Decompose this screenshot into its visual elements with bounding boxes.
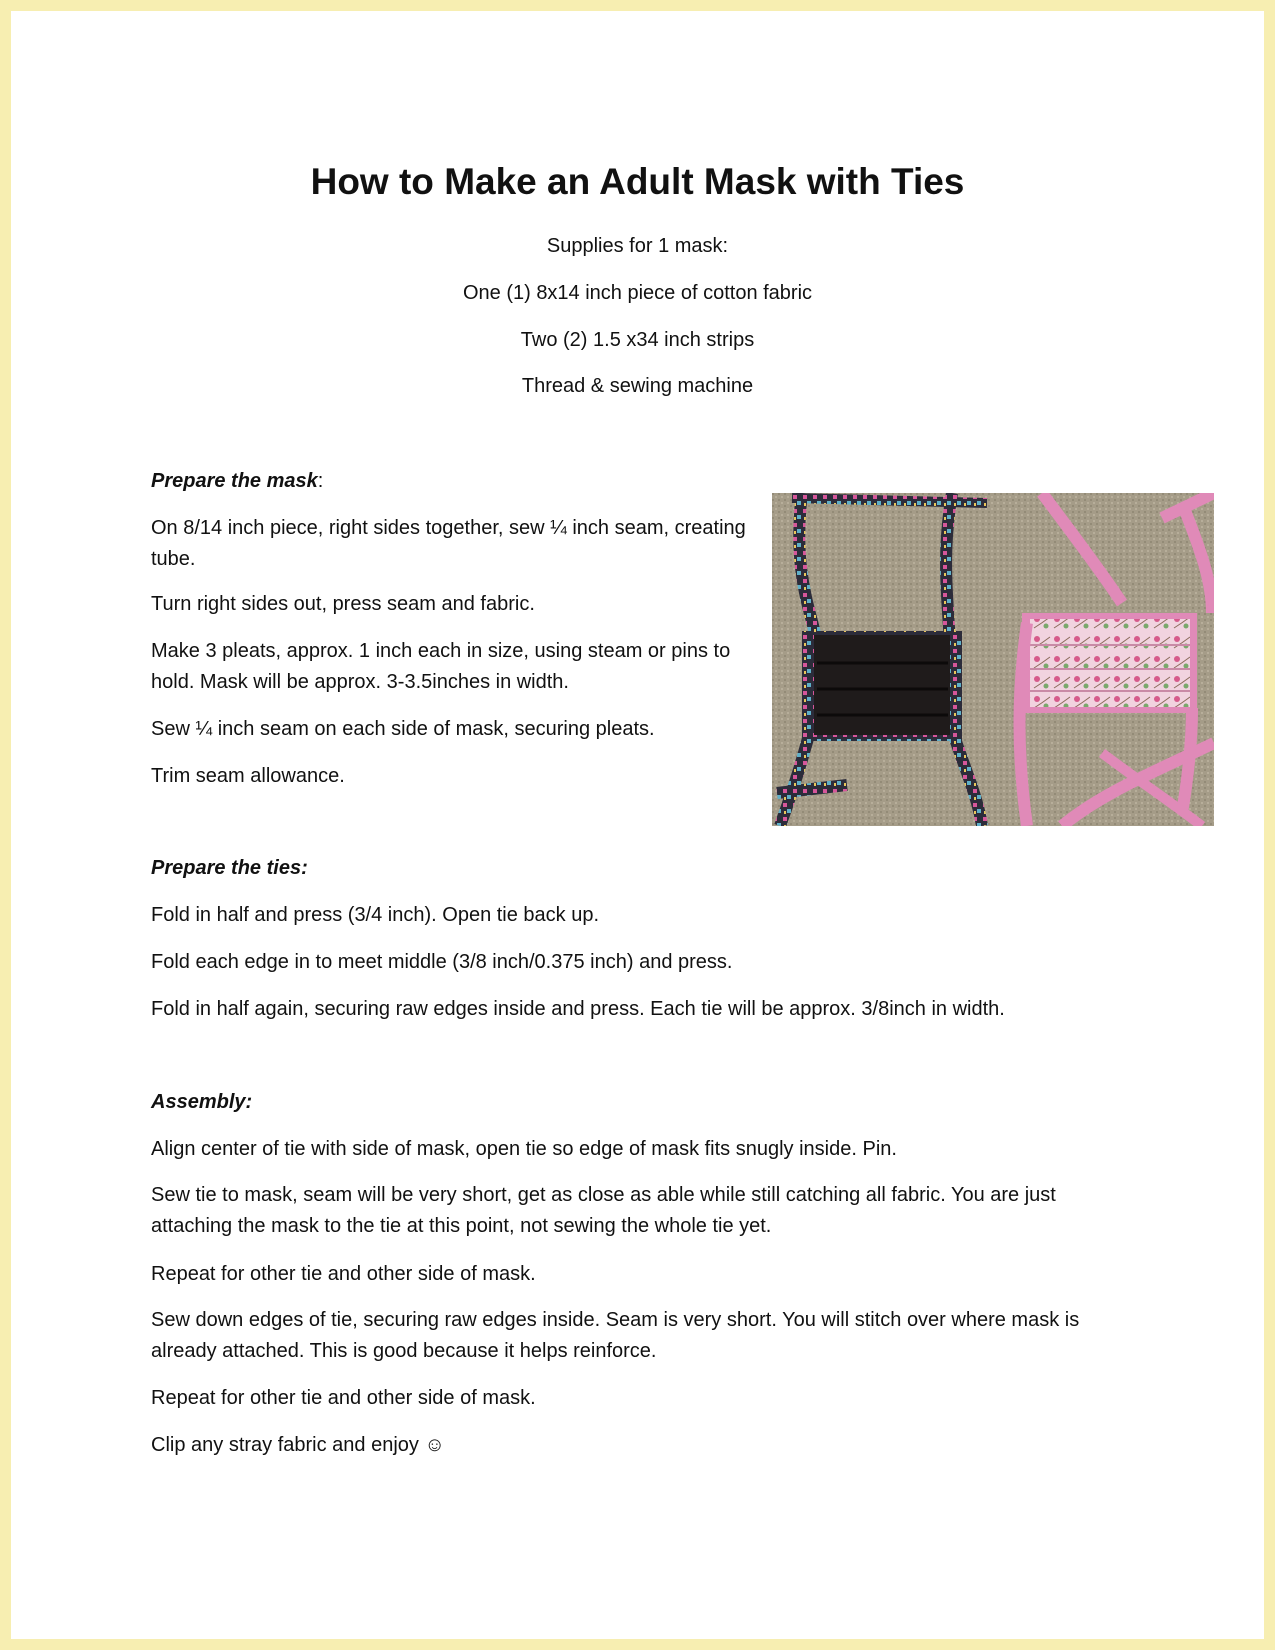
supply-item: Two (2) 1.5 x34 inch strips [520,329,755,351]
step-text: Fold in half and press (3/4 inch). Open tie back up. [151,904,600,926]
step-text: Clip any stray fabric and enjoy ☺ [151,1434,445,1456]
step-text: Repeat for other tie and other side of mask. [151,1263,536,1285]
step-text: On 8/14 inch piece, right sides together, sew ¼ inch seam, creating tube. [151,517,746,570]
step-text: Turn right sides out, press seam and fabric. [151,593,535,615]
step-text: Make 3 pleats, approx. 1 inch each in size, using steam or pins to hold. Mask will be approx. 3-3.5inches in width. [151,640,731,693]
masks-photo-illustration [772,493,1214,826]
section-heading-assembly: Assembly: [151,1091,253,1113]
step-text: Repeat for other tie and other side of mask. [151,1387,536,1409]
supplies-heading: Supplies for 1 mask: [546,235,729,257]
section-heading-prepare-mask: Prepare the mask: [151,470,324,492]
step-text: Sew down edges of tie, securing raw edges inside. Seam is very short. You will stitch over where mask is already attached. This is good because it helps reinforce. [151,1309,1080,1362]
section-heading-prepare-ties: Prepare the ties: [151,857,308,879]
step-text: Align center of tie with side of mask, open tie so edge of mask fits snugly inside. Pin. [151,1138,897,1160]
step-text: Sew tie to mask, seam will be very short, get as close as able while still catching all fabric. You are just attaching the mask to the tie at this point, not sewing the whole tie yet. [151,1184,1056,1237]
step-text: Trim seam allowance. [151,765,345,787]
supply-item: One (1) 8x14 inch piece of cotton fabric [462,282,813,304]
step-text: Sew ¼ inch seam on each side of mask, securing pleats. [151,718,655,740]
masks-photo [772,493,1214,826]
document-page [11,11,1264,1639]
step-text: Fold in half again, securing raw edges inside and press. Each tie will be approx. 3/8inch in width. [151,998,1005,1020]
step-text: Fold each edge in to meet middle (3/8 inch/0.375 inch) and press. [151,951,733,973]
supply-item: Thread & sewing machine [521,375,754,397]
page-title: How to Make an Adult Mask with Ties [310,161,965,202]
